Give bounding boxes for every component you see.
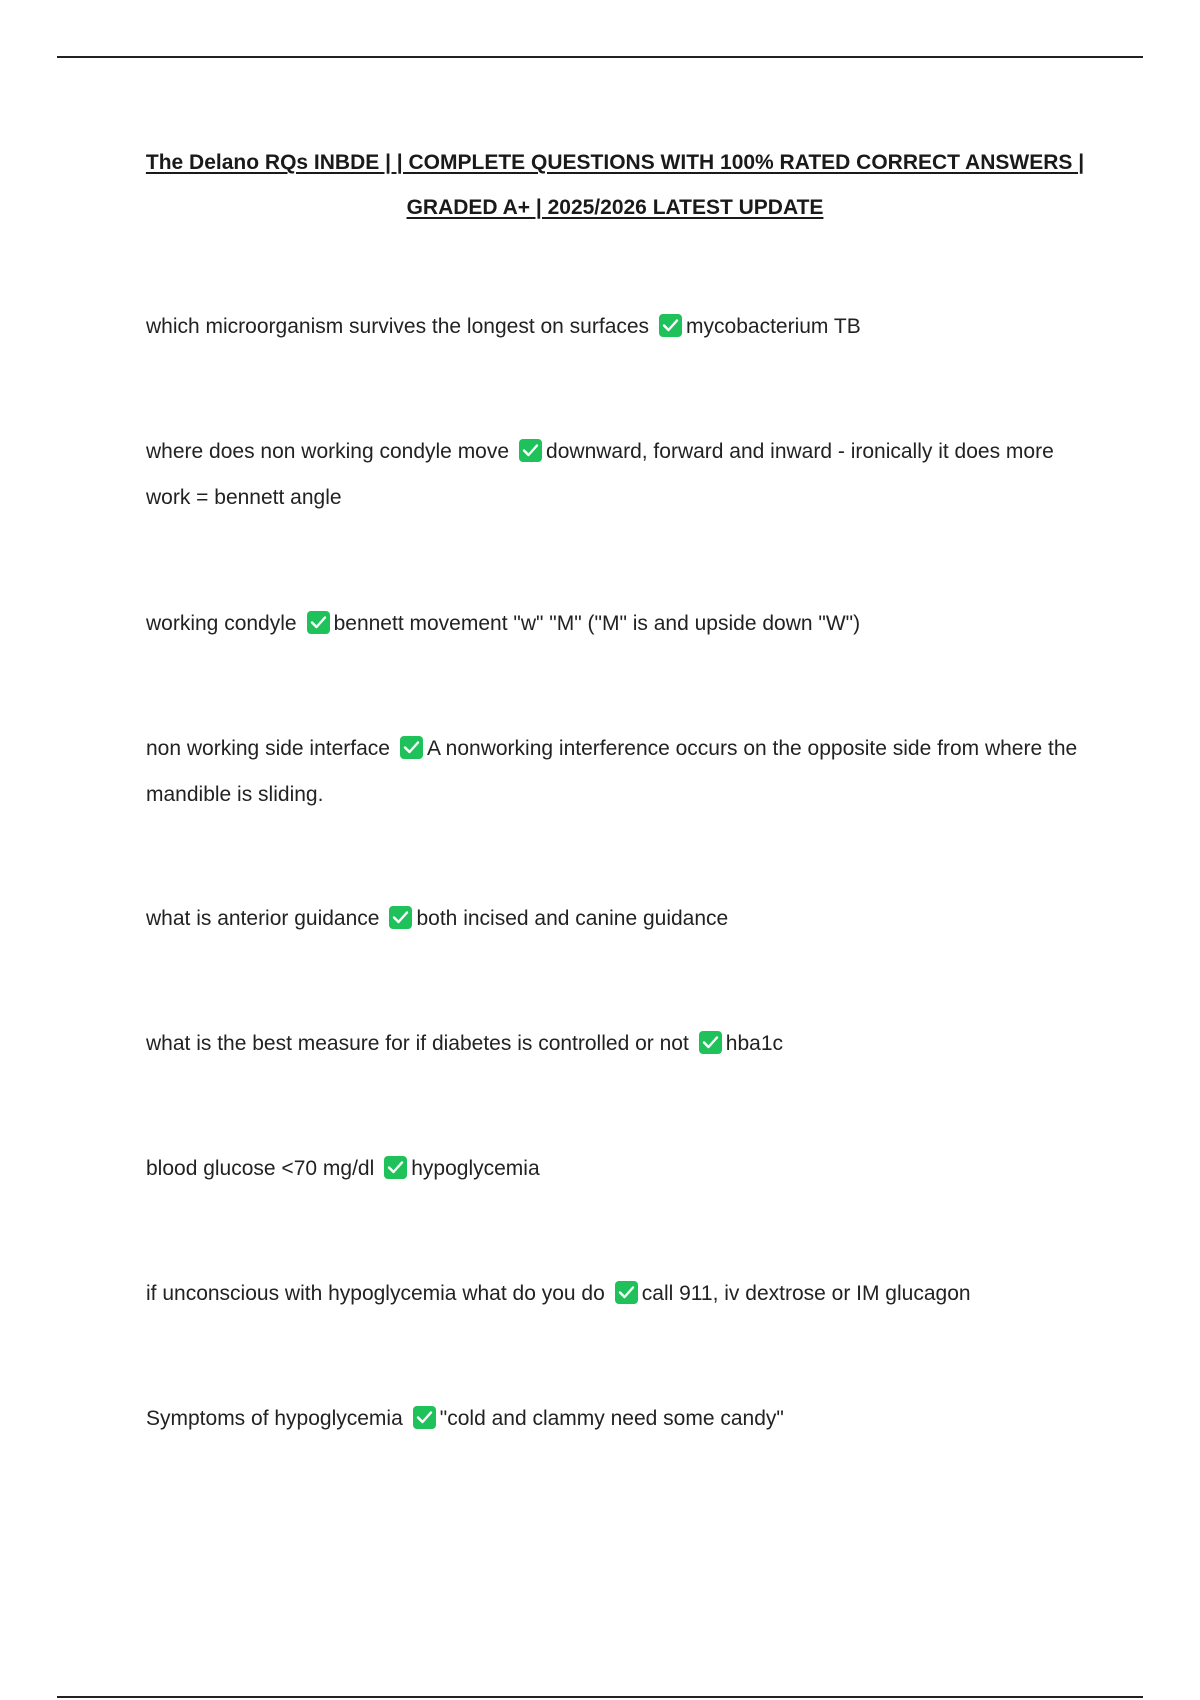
check-icon bbox=[615, 1281, 638, 1304]
question-text: blood glucose <70 mg/dl bbox=[146, 1157, 375, 1180]
qa-item bbox=[146, 726, 1086, 818]
question-text: what is the best measure for if diabetes is controlled or not bbox=[146, 1032, 689, 1055]
title-line-2: GRADED A+ | 2025/2026 LATEST UPDATE bbox=[406, 196, 824, 219]
question-text: what is anterior guidance bbox=[146, 907, 380, 930]
answer-text: "cold and clammy need some candy" bbox=[439, 1407, 784, 1430]
question-text: which microorganism survives the longest on surfaces bbox=[146, 315, 650, 338]
check-icon bbox=[400, 736, 423, 759]
question-text: working condyle bbox=[146, 612, 297, 635]
check-icon bbox=[384, 1156, 407, 1179]
question-text: if unconscious with hypoglycemia what do you do bbox=[146, 1282, 605, 1305]
answer-text: call 911, iv dextrose or IM glucagon bbox=[641, 1282, 971, 1305]
check-icon bbox=[389, 906, 412, 929]
answer-text: both incised and canine guidance bbox=[416, 907, 729, 930]
answer-text: mycobacterium TB bbox=[686, 315, 861, 338]
top-rule bbox=[57, 56, 1143, 58]
qa-item bbox=[146, 1271, 1086, 1317]
answer-text: downward, forward and inward - ironically it does more work = bennett angle bbox=[146, 440, 1054, 509]
check-icon bbox=[699, 1031, 722, 1054]
answer-text: bennett movement "w" "M" ("M" is and upside down "W") bbox=[333, 612, 861, 635]
qa-item bbox=[146, 601, 1086, 647]
qa-item bbox=[146, 304, 1086, 350]
check-icon bbox=[307, 611, 330, 634]
qa-item bbox=[146, 1396, 1086, 1442]
qa-item bbox=[146, 1146, 1086, 1192]
answer-text: hypoglycemia bbox=[411, 1157, 540, 1180]
check-icon bbox=[659, 314, 682, 337]
qa-item bbox=[146, 429, 1086, 521]
title-line-1: The Delano RQs INBDE | | COMPLETE QUESTIONS WITH 100% RATED CORRECT ANSWERS | bbox=[145, 151, 1085, 174]
qa-item bbox=[146, 896, 1086, 942]
question-text: where does non working condyle move bbox=[146, 440, 510, 463]
answer-text: hba1c bbox=[725, 1032, 783, 1055]
check-icon bbox=[519, 439, 542, 462]
answer-text: A nonworking interference occurs on the opposite side from where the mandible is sliding. bbox=[146, 737, 1078, 806]
qa-item bbox=[146, 1021, 1086, 1067]
question-text: non working side interface bbox=[146, 737, 390, 760]
question-text: Symptoms of hypoglycemia bbox=[146, 1407, 403, 1430]
check-icon bbox=[413, 1406, 436, 1429]
page-title bbox=[120, 140, 1110, 230]
bottom-rule bbox=[57, 1696, 1143, 1698]
